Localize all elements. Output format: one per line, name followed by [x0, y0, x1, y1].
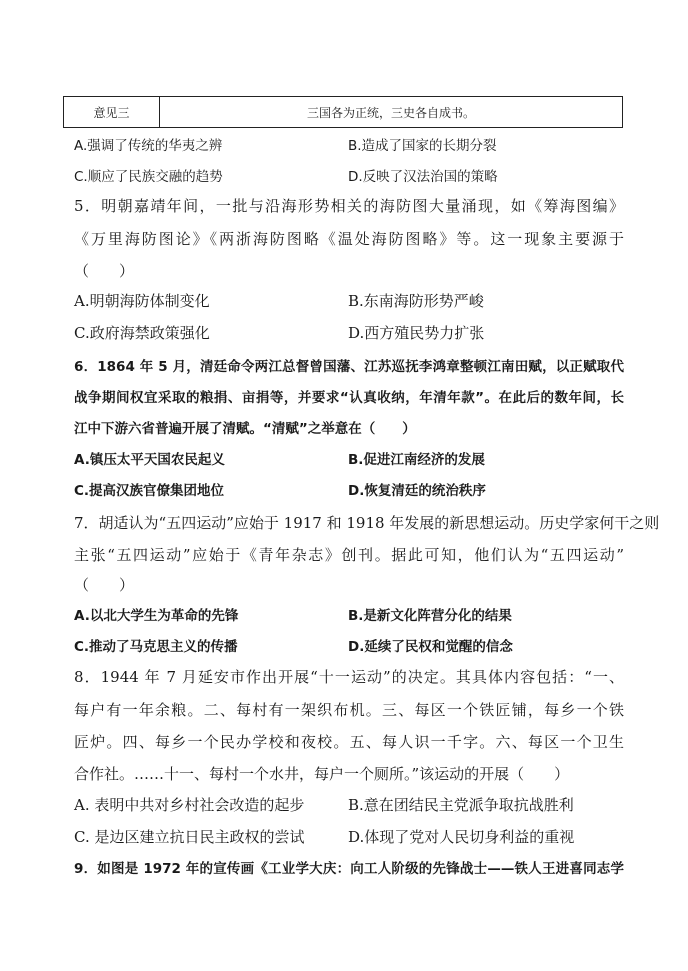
q9-stem-line-1: 9．如图是 1972 年的宣传画《工业学大庆：向工人阶级的先锋战士——铁人王进喜同志学 — [74, 861, 624, 877]
q6-option-c[interactable]: C.提高汉族官僚集团地位 — [74, 483, 225, 499]
q7-option-a[interactable]: A.以北大学生为革命的先锋 — [74, 608, 239, 624]
q7-stem-line-2: 主张“五四运动”应始于《青年杂志》创刊。据此可知，他们认为“五四运动” — [74, 546, 624, 564]
q5-option-d[interactable]: D.西方殖民势力扩张 — [348, 324, 485, 342]
opinion-table — [63, 96, 623, 128]
q8-stem-line-1: 8．1944 年 7 月延安市作出开展“十一运动”的决定。其具体内容包括：“一、 — [74, 668, 624, 686]
opinion-text: 三国各为正统，三史各自成书。 — [160, 97, 623, 128]
q8-option-a[interactable]: A. 表明中共对乡村社会改造的起步 — [74, 796, 305, 814]
q5-option-b[interactable]: B.东南海防形势严峻 — [348, 292, 484, 310]
q7-option-c[interactable]: C.推动了马克思主义的传播 — [74, 639, 238, 655]
q8-option-d[interactable]: D.体现了党对人民切身利益的重视 — [348, 828, 575, 846]
q6-stem-line-1: 6．1864 年 5 月，清廷命令两江总督曾国藩、江苏巡抚李鸿章整顿江南田赋，以正赋取代 — [74, 359, 624, 375]
q8-stem-line-2: 每户有一年余粮。二、每村有一架织布机。三、每区一个铁匠铺，每乡一个铁 — [74, 701, 624, 719]
q4-option-a[interactable]: A.强调了传统的华夷之辨 — [74, 138, 223, 154]
q5-stem-line-1: 5．明朝嘉靖年间，一批与沿海形势相关的海防图大量涌现，如《筹海图编》 — [74, 197, 624, 215]
q6-option-b[interactable]: B.促进江南经济的发展 — [348, 452, 485, 468]
q4-option-b[interactable]: B.造成了国家的长期分裂 — [348, 138, 497, 154]
q4-option-d[interactable]: D.反映了汉法治国的策略 — [348, 169, 498, 185]
q6-option-d[interactable]: D.恢复清廷的统治秩序 — [348, 483, 486, 499]
q7-option-d[interactable]: D.延续了民权和觉醒的信念 — [348, 639, 513, 655]
opinion-label: 意见三 — [64, 97, 160, 128]
q5-stem-line-3: （ ） — [74, 262, 135, 280]
table-row — [64, 97, 623, 128]
q6-stem-line-2: 战争期间权宜采取的粮捐、亩捐等，并要求“认真收纳，年清年款”。在此后的数年间，长 — [74, 390, 624, 406]
q8-option-c[interactable]: C. 是边区建立抗日民主政权的尝试 — [74, 828, 305, 846]
q5-stem-line-2: 《万里海防图论》《两浙海防图略《温处海防图略》等。这一现象主要源于 — [74, 230, 624, 248]
q7-option-b[interactable]: B.是新文化阵营分化的结果 — [348, 608, 512, 624]
q5-option-c[interactable]: C.政府海禁政策强化 — [74, 324, 210, 342]
q5-option-a[interactable]: A.明朝海防体制变化 — [74, 292, 210, 310]
q7-stem-line-1: 7．胡适认为“五四运动”应始于 1917 和 1918 年发展的新思想运动。历史学家何干之则 — [74, 514, 660, 532]
q4-option-c[interactable]: C.顺应了民族交融的趋势 — [74, 169, 223, 185]
q8-option-b[interactable]: B.意在团结民主党派争取抗战胜利 — [348, 796, 574, 814]
q6-option-a[interactable]: A.镇压太平天国农民起义 — [74, 452, 225, 468]
q8-stem-line-4: 合作社。……十一、每村一个水井，每户一个厕所。”该运动的开展（ ） — [74, 765, 570, 783]
q7-stem-line-3: （ ） — [74, 576, 135, 594]
q8-stem-line-3: 匠炉。四、每乡一个民办学校和夜校。五、每人识一千字。六、每区一个卫生 — [74, 733, 624, 751]
q6-stem-line-3: 江中下游六省普遍开展了清赋。“清赋”之举意在（ ） — [74, 421, 416, 437]
